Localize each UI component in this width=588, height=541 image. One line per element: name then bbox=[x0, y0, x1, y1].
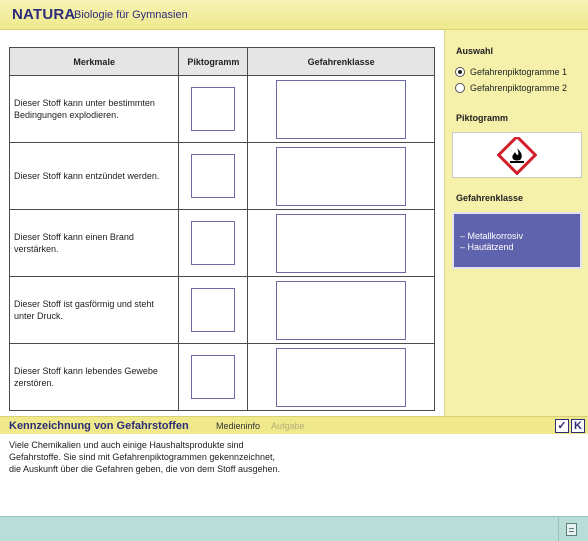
description-line: die Auskunft über die Gefahren geben, die von dem Stoff ausgehen. bbox=[9, 464, 281, 474]
piktogramm-drop-zone[interactable] bbox=[191, 154, 235, 198]
info-bar bbox=[0, 416, 588, 434]
close-k-button[interactable]: K bbox=[571, 419, 585, 433]
description-text bbox=[0, 434, 588, 516]
exercise-area bbox=[0, 30, 444, 416]
merkmal-text: Dieser Stoff ist gasförmig und steht unter Druck. bbox=[10, 277, 179, 344]
radio-selected-icon[interactable] bbox=[455, 67, 465, 77]
gefahrenklasse-item: – Hautätzend bbox=[460, 242, 514, 252]
merkmal-text: Dieser Stoff kann einen Brand verstärken. bbox=[10, 210, 179, 277]
table-row bbox=[10, 210, 435, 277]
gefahrenklasse-drop-zone[interactable] bbox=[276, 147, 406, 206]
piktogramm-drop-zone[interactable] bbox=[191, 288, 235, 332]
option-label: Gefahrenpiktogramme 2 bbox=[470, 83, 568, 93]
gefahrenklasse-drop-zone[interactable] bbox=[276, 281, 406, 340]
flammable-hazard-icon[interactable] bbox=[497, 137, 537, 175]
option-label: Gefahrenpiktogramme 1 bbox=[470, 67, 568, 77]
table-row bbox=[10, 76, 435, 143]
tab-medieninfo[interactable]: Medieninfo bbox=[216, 421, 261, 431]
footer-divider bbox=[558, 517, 559, 541]
piktogramm-drop-zone[interactable] bbox=[191, 355, 235, 399]
document-icon[interactable] bbox=[566, 523, 577, 536]
column-header-merkmale: Merkmale bbox=[10, 48, 179, 76]
description-line: Gefahrstoffe. Sie sind mit Gefahrenpiktogrammen gekennzeichnet, bbox=[9, 452, 275, 462]
option-gefahrenpiktogramme-2[interactable] bbox=[455, 81, 567, 95]
tab-aufgabe[interactable]: Aufgabe bbox=[271, 421, 305, 431]
hazard-table bbox=[9, 47, 435, 411]
table-row bbox=[10, 277, 435, 344]
piktogramm-drop-zone[interactable] bbox=[191, 221, 235, 265]
piktogramm-drop-zone[interactable] bbox=[191, 87, 235, 131]
gefahrenklasse-drop-zone[interactable] bbox=[276, 348, 406, 407]
table-header-row bbox=[10, 48, 435, 76]
exercise-title: Kennzeichnung von Gefahrstoffen bbox=[9, 420, 189, 432]
merkmal-text: Dieser Stoff kann lebendes Gewebe zerstören. bbox=[10, 344, 179, 411]
column-header-gefahrenklasse: Gefahrenklasse bbox=[248, 48, 435, 76]
gefahrenklasse-drop-zone[interactable] bbox=[276, 80, 406, 139]
footer-bar bbox=[0, 516, 588, 541]
gefahrenklasse-drop-zone[interactable] bbox=[276, 214, 406, 273]
gefahrenklasse-heading: Gefahrenklasse bbox=[456, 193, 524, 203]
gefahrenklasse-item: – Metallkorrosiv bbox=[460, 231, 524, 241]
check-button[interactable]: ✓ bbox=[555, 419, 569, 433]
table-row bbox=[10, 143, 435, 210]
app-header bbox=[0, 0, 588, 30]
table-row bbox=[10, 344, 435, 411]
description-line: Viele Chemikalien und auch einige Haushaltsprodukte sind bbox=[9, 440, 244, 450]
gefahrenklasse-card[interactable] bbox=[452, 212, 582, 269]
column-header-piktogramm: Piktogramm bbox=[179, 48, 248, 76]
piktogramm-preview bbox=[452, 132, 582, 178]
merkmal-text: Dieser Stoff kann unter bestimmten Bedingungen explodieren. bbox=[10, 76, 179, 143]
option-gefahrenpiktogramme-1[interactable] bbox=[455, 65, 567, 79]
brand-subtitle: Biologie für Gymnasien bbox=[74, 9, 188, 21]
auswahl-heading: Auswahl bbox=[456, 46, 494, 56]
radio-unselected-icon[interactable] bbox=[455, 83, 465, 93]
merkmal-text: Dieser Stoff kann entzündet werden. bbox=[10, 143, 179, 210]
brand-logo: NATURA bbox=[12, 6, 76, 23]
side-panel bbox=[444, 30, 588, 416]
piktogramm-heading: Piktogramm bbox=[456, 113, 509, 123]
